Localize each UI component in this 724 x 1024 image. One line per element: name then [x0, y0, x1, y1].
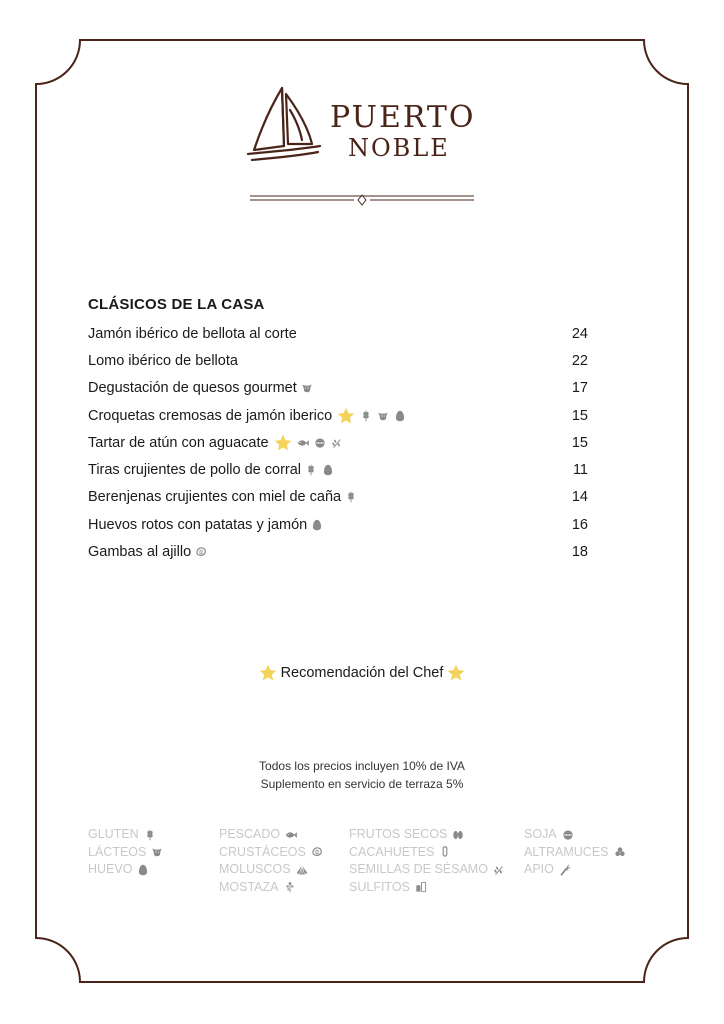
vat-note: Todos los precios incluyen 10% de IVA — [259, 759, 465, 773]
allergen-legend-item — [219, 826, 324, 844]
menu-item — [88, 402, 588, 429]
lupin-icon — [613, 845, 627, 859]
price-notes — [0, 757, 724, 793]
star-icon — [336, 406, 356, 426]
menu-item-name-wrap — [88, 544, 208, 560]
egg-icon — [321, 463, 335, 477]
menu-item-name: Lomo ibérico de bellota — [88, 352, 238, 369]
star-icon — [273, 433, 293, 453]
gluten-icon — [143, 828, 157, 842]
allergen-legend-item — [524, 826, 627, 844]
crustacean-icon — [194, 545, 208, 559]
allergen-legend-item — [524, 844, 627, 862]
menu-item-name-wrap — [88, 406, 407, 426]
allergen-label: SOJA — [524, 827, 557, 841]
allergen-legend-item — [88, 861, 164, 879]
menu-item-name-wrap — [88, 380, 314, 396]
menu-item-name: Degustación de quesos gourmet — [88, 380, 297, 397]
mollusc-icon — [295, 863, 309, 877]
allergen-label: LÁCTEOS — [88, 844, 147, 859]
allergen-label: CACAHUETES — [349, 844, 435, 859]
menu-item — [88, 484, 588, 511]
allergen-legend-column — [88, 826, 164, 879]
menu-list — [88, 320, 588, 566]
menu-item-price: 15 — [571, 407, 588, 424]
allergen-legend-item — [349, 844, 506, 862]
crustacean-icon — [310, 845, 324, 859]
menu-item-price: 17 — [571, 380, 588, 397]
menu-item-price: 14 — [571, 489, 588, 506]
celery-icon — [558, 863, 572, 877]
chef-recommendation — [0, 663, 724, 683]
allergen-label: GLUTEN — [88, 827, 139, 841]
menu-item-name: Huevos rotos con patatas y jamón — [88, 516, 308, 533]
divider-ornament — [248, 192, 476, 206]
soy-icon — [561, 828, 575, 842]
menu-item-name-wrap — [88, 489, 358, 505]
egg-icon — [136, 863, 150, 877]
milk-icon — [376, 409, 390, 423]
brand-line1: PUERTO — [330, 100, 476, 135]
peanut-icon — [438, 845, 452, 859]
gluten-icon — [304, 463, 318, 477]
fish-icon — [296, 436, 310, 450]
egg-icon — [393, 409, 407, 423]
menu-item — [88, 511, 588, 538]
allergen-label: FRUTOS SECOS — [349, 827, 448, 841]
allergen-legend-item — [219, 844, 324, 862]
allergen-label: HUEVO — [88, 862, 133, 876]
allergen-label: PESCADO — [219, 827, 281, 841]
menu-item-name-wrap — [88, 326, 297, 342]
allergen-legend-item — [349, 826, 506, 844]
menu-item-name-wrap — [88, 353, 238, 369]
menu-item-price: 16 — [571, 516, 588, 533]
fish-icon — [284, 828, 298, 842]
allergen-legend-item — [349, 861, 506, 879]
menu-item-price: 15 — [571, 434, 588, 451]
allergen-label: SULFITOS — [349, 879, 410, 894]
menu-item-name: Berenjenas crujientes con miel de caña — [88, 489, 342, 506]
allergen-legend-item — [88, 826, 164, 844]
menu-item — [88, 538, 588, 565]
menu-item — [88, 347, 588, 374]
soy-icon — [313, 436, 327, 450]
mustard-icon — [283, 880, 297, 894]
allergen-label: APIO — [524, 862, 554, 876]
menu-item-name: Tartar de atún con aguacate — [88, 434, 269, 451]
allergen-legend-column — [219, 826, 324, 896]
gluten-icon — [359, 409, 373, 423]
egg-icon — [310, 518, 324, 532]
sesame-icon — [330, 436, 344, 450]
chef-note-text: Recomendación del Chef — [280, 665, 444, 681]
menu-item — [88, 375, 588, 402]
menu-item-name: Croquetas cremosas de jamón iberico — [88, 407, 333, 424]
menu-item-name-wrap — [88, 517, 324, 533]
allergen-label: CRUSTÁCEOS — [219, 844, 306, 859]
menu-item-name: Tiras crujientes de pollo de corral — [88, 462, 302, 479]
menu-item-price: 11 — [572, 462, 588, 479]
allergen-legend-column — [349, 826, 506, 896]
menu-item-name: Gambas al ajillo — [88, 544, 192, 561]
star-icon — [446, 663, 466, 683]
menu-item-price: 22 — [571, 352, 588, 369]
menu-item-name-wrap — [88, 433, 344, 453]
nuts-icon — [451, 828, 465, 842]
allergen-label: MOLUSCOS — [219, 862, 291, 876]
allergen-legend-item — [524, 861, 627, 879]
allergen-label: MOSTAZA — [219, 879, 279, 894]
gluten-icon — [344, 490, 358, 504]
milk-icon — [300, 381, 314, 395]
menu-item-name-wrap — [88, 462, 335, 478]
sesame-icon — [492, 863, 506, 877]
menu-item-price: 24 — [571, 325, 588, 342]
section-title: CLÁSICOS DE LA CASA — [88, 296, 265, 313]
menu-item — [88, 456, 588, 483]
allergen-legend-item — [349, 879, 506, 897]
terrace-note: Suplemento en servicio de terraza 5% — [260, 777, 464, 791]
sulphites-icon — [414, 880, 428, 894]
brand-line2: NOBLE — [348, 134, 450, 162]
menu-item — [88, 320, 588, 347]
milk-icon — [150, 845, 164, 859]
menu-item-price: 18 — [571, 544, 588, 561]
allergen-legend-column — [524, 826, 627, 879]
allergen-legend-item — [219, 879, 324, 897]
menu-item-name: Jamón ibérico de bellota al corte — [88, 325, 297, 342]
menu-item — [88, 429, 588, 456]
allergen-label: ALTRAMUCES — [524, 844, 609, 859]
star-icon — [258, 663, 278, 683]
allergen-legend-item — [88, 844, 164, 862]
allergen-legend-item — [219, 861, 324, 879]
allergen-label: SEMILLAS DE SÉSAMO — [349, 862, 488, 876]
